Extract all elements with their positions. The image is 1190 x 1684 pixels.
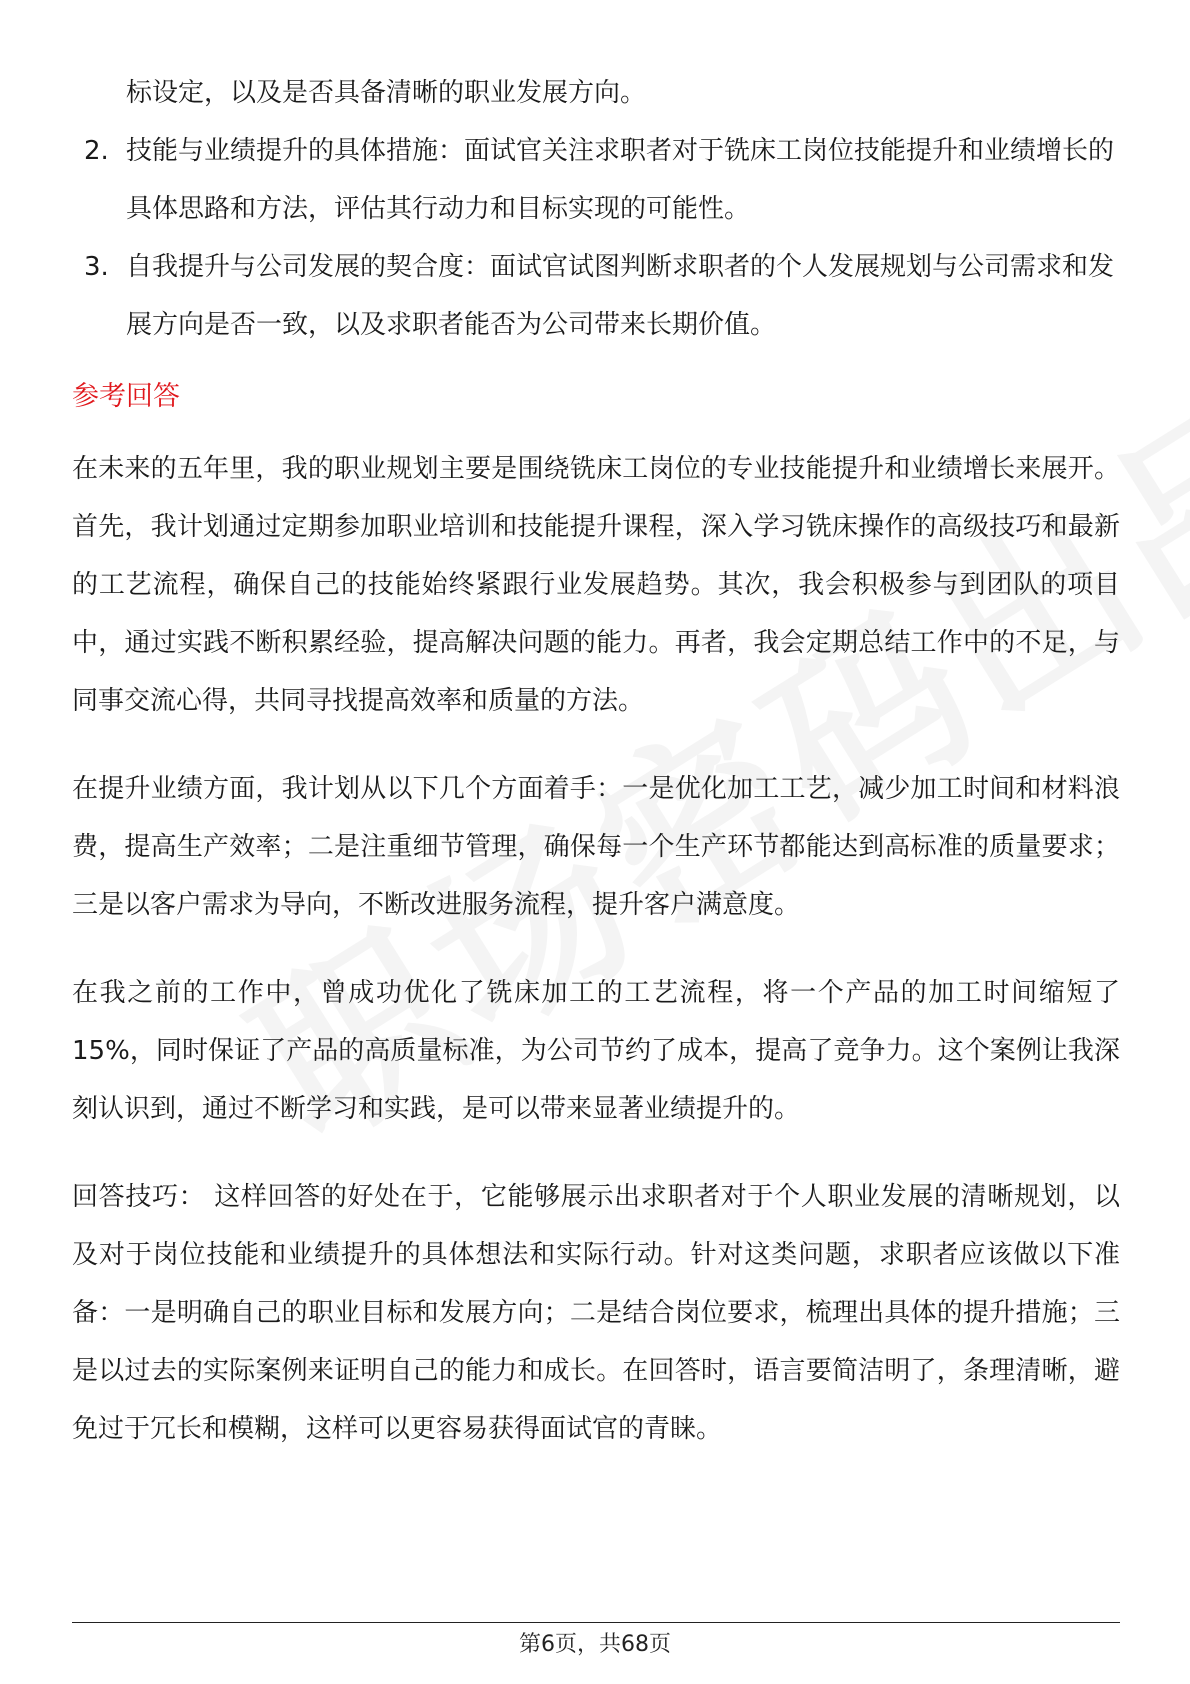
continued-criterion-text: 标设定，以及是否具备清晰的职业发展方向。 bbox=[126, 78, 647, 108]
criteria-text: 技能与业绩提升的具体措施：面试官关注求职者对于铣床工岗位技能提升和业绩增长的具体思路和方法，评估其行动力和目标实现的可能性。 bbox=[126, 136, 1115, 224]
criteria-list bbox=[72, 122, 1120, 354]
answer-paragraph: 在提升业绩方面，我计划从以下几个方面着手：一是优化加工工艺，减少加工时间和材料浪费，提高生产效率；二是注重细节管理，确保每一个生产环节都能达到高标准的质量要求；三是以客户需求为导向，不断改进服务流程，提升客户满意度。 bbox=[72, 774, 1120, 920]
section-heading-reference-answer: 参考回答 bbox=[72, 381, 180, 412]
answer-paragraph: 在未来的五年里，我的职业规划主要是围绕铣床工岗位的专业技能提升和业绩增长来展开。首先，我计划通过定期参加职业培训和技能提升课程，深入学习铣床操作的高级技巧和最新的工艺流程，确保自己的技能始终紧跟行业发展趋势。其次，我会积极参与到团队的项目中，通过实践不断积累经验，提高解决问题的能力。再者，我会定期总结工作中的不足，与同事交流心得，共同寻找提高效率和质量的方法。 bbox=[72, 454, 1120, 716]
answer-paragraph: 在我之前的工作中，曾成功优化了铣床加工的工艺流程，将一个产品的加工时间缩短了15%，同时保证了产品的高质量标准，为公司节约了成本，提高了竞争力。这个案例让我深刻认识到，通过不断学习和实践，是可以带来显著业绩提升的。 bbox=[72, 978, 1120, 1124]
answer-tips-paragraph: 回答技巧： 这样回答的好处在于，它能够展示出求职者对于个人职业发展的清晰规划，以及对于岗位技能和业绩提升的具体想法和实际行动。针对这类问题，求职者应该做以下准备：一是明确自己的职业目标和发展方向；二是结合岗位要求，梳理出具体的提升措施；三是以过去的实际案例来证明自己的能力和成长。在回答时，语言要简洁明了，条理清晰，避免过于冗长和模糊，这样可以更容易获得面试官的青睐。 bbox=[72, 1182, 1120, 1444]
criteria-text: 自我提升与公司发展的契合度：面试官试图判断求职者的个人发展规划与公司需求和发展方向是否一致，以及求职者能否为公司带来长期价值。 bbox=[126, 252, 1115, 340]
page-content bbox=[72, 64, 1120, 1488]
footer-divider bbox=[72, 1622, 1120, 1623]
page-number: 第6页，共68页 bbox=[519, 1632, 671, 1657]
criteria-number: 2. bbox=[84, 136, 109, 166]
criteria-number: 3. bbox=[84, 252, 109, 282]
criteria-item bbox=[72, 238, 1120, 354]
criteria-item bbox=[72, 122, 1120, 238]
